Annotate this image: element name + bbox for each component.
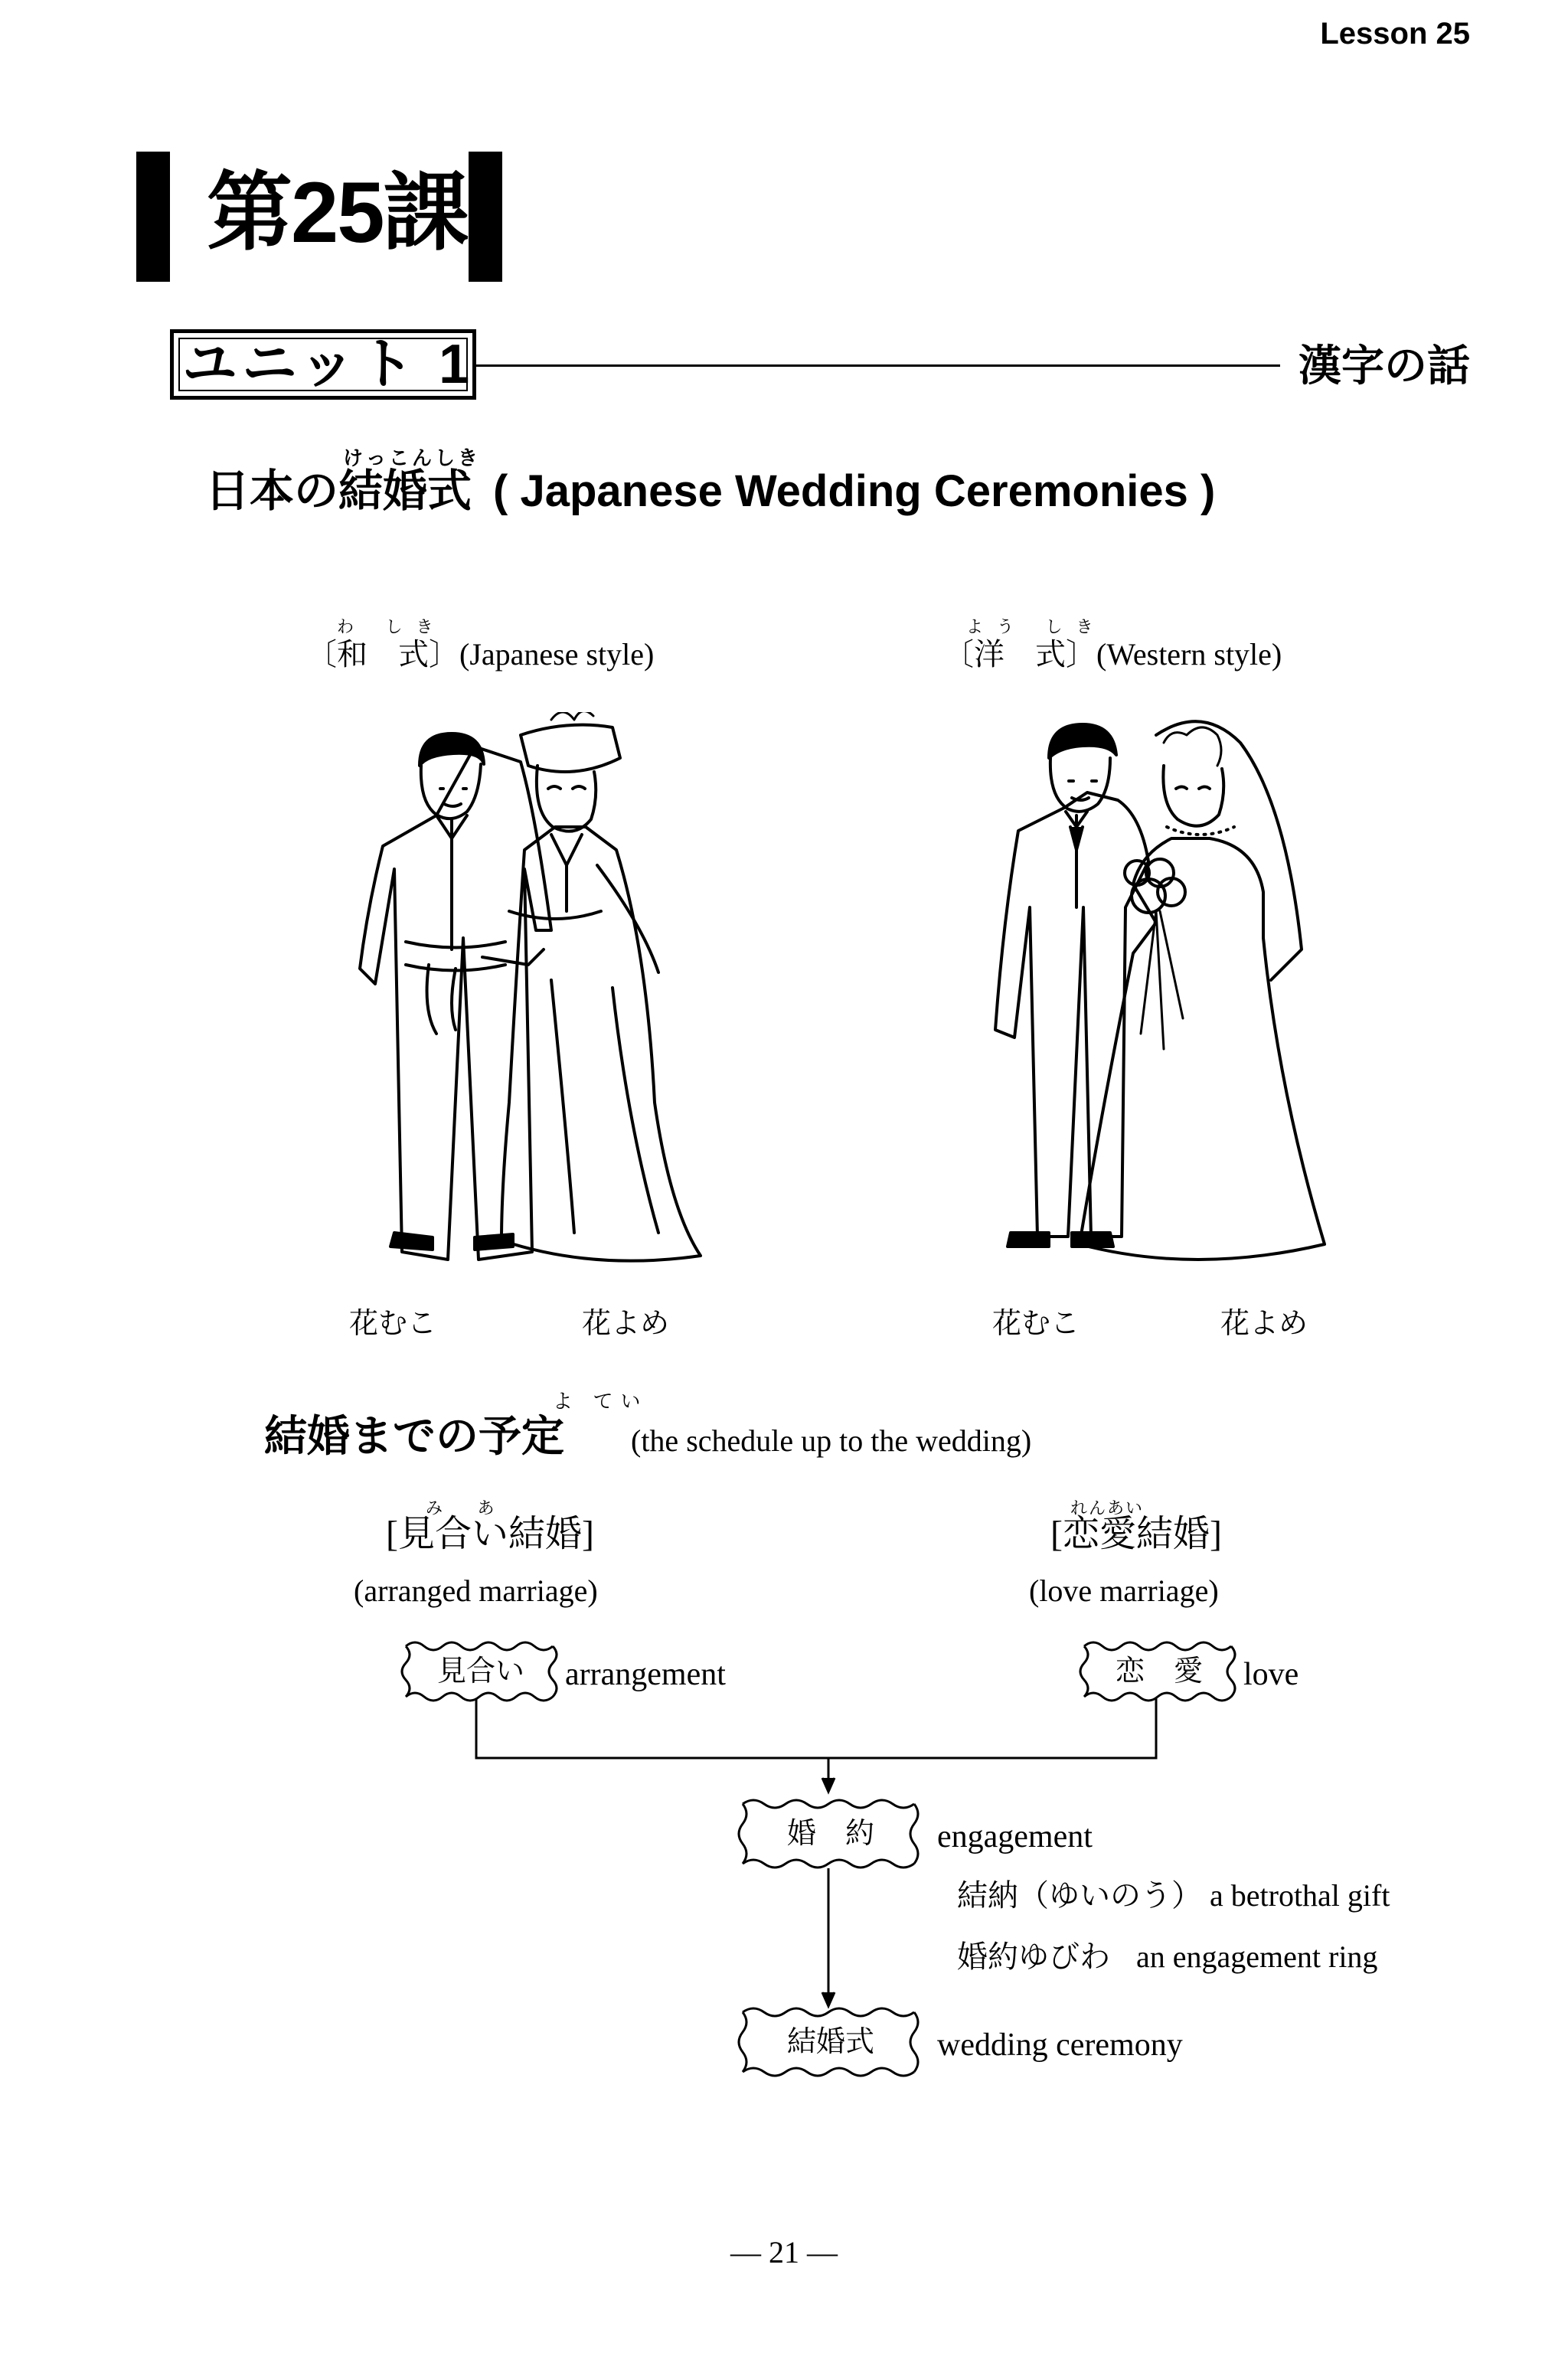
arranged-ruby: み あ xyxy=(426,1498,510,1518)
detail-betrothal-en: a betrothal gift xyxy=(1210,1878,1390,1913)
japanese-groom-label: 花むこ xyxy=(349,1308,437,1340)
western-groom-label: 花むこ xyxy=(992,1308,1080,1340)
heading-ruby: けっこんしき xyxy=(343,446,482,469)
running-header: Lesson 25 xyxy=(1320,17,1470,51)
western-style-label: 〔洋 式〕(Western style) xyxy=(943,637,1282,672)
japanese-style-ruby: わ しき xyxy=(337,617,447,636)
japanese-style-label: 〔和 式〕(Japanese style) xyxy=(306,637,655,672)
western-style-ruby: よう しき xyxy=(966,617,1107,636)
wedding-gloss: wedding ceremony xyxy=(937,2028,1183,2063)
love-english: (love marriage) xyxy=(1029,1573,1219,1608)
wedding-box-label: 結婚式 xyxy=(786,2026,874,2058)
engagement-gloss: engagement xyxy=(937,1819,1093,1854)
unit-label: ユニット 1 xyxy=(182,334,475,395)
detail-ring-en: an engagement ring xyxy=(1136,1939,1378,1974)
engagement-box-label: 婚 約 xyxy=(786,1818,874,1850)
schedule-ruby: よ てい xyxy=(553,1390,648,1413)
lesson-title: 第25課 xyxy=(207,165,468,260)
heading-japanese: 日本の結婚式 xyxy=(205,466,472,516)
love-ruby: れんあい xyxy=(1070,1498,1145,1518)
arrangement-gloss: arrangement xyxy=(565,1657,726,1692)
detail-ring-jp: 婚約ゆびわ xyxy=(957,1939,1110,1974)
love-title: [恋愛結婚] xyxy=(1050,1514,1222,1554)
heading-english: ( Japanese Wedding Ceremonies ) xyxy=(493,466,1216,516)
arranged-english: (arranged marriage) xyxy=(354,1573,598,1608)
merge-connector xyxy=(476,1698,1156,1758)
detail-betrothal xyxy=(957,1878,1390,1913)
page-number: — 21 — xyxy=(730,2235,838,2269)
love-box-label: 恋 愛 xyxy=(1115,1655,1203,1688)
western-bride-label: 花よめ xyxy=(1220,1308,1308,1340)
arrow-head-2 xyxy=(822,1992,835,2006)
detail-ring xyxy=(957,1939,1378,1974)
arranged-title: [見合い結婚] xyxy=(386,1514,594,1554)
schedule-english: (the schedule up to the wedding) xyxy=(631,1423,1032,1458)
detail-betrothal-jp: 結納（ゆいのう） xyxy=(957,1878,1202,1913)
japanese-bride-label: 花よめ xyxy=(582,1308,670,1340)
arrow-head-1 xyxy=(822,1778,835,1792)
love-gloss: love xyxy=(1243,1657,1299,1692)
unit-topic: 漢字の話 xyxy=(1298,341,1470,390)
arrangement-box-label: 見合い xyxy=(436,1655,524,1688)
schedule-title: 結婚までの予定 xyxy=(264,1412,564,1460)
